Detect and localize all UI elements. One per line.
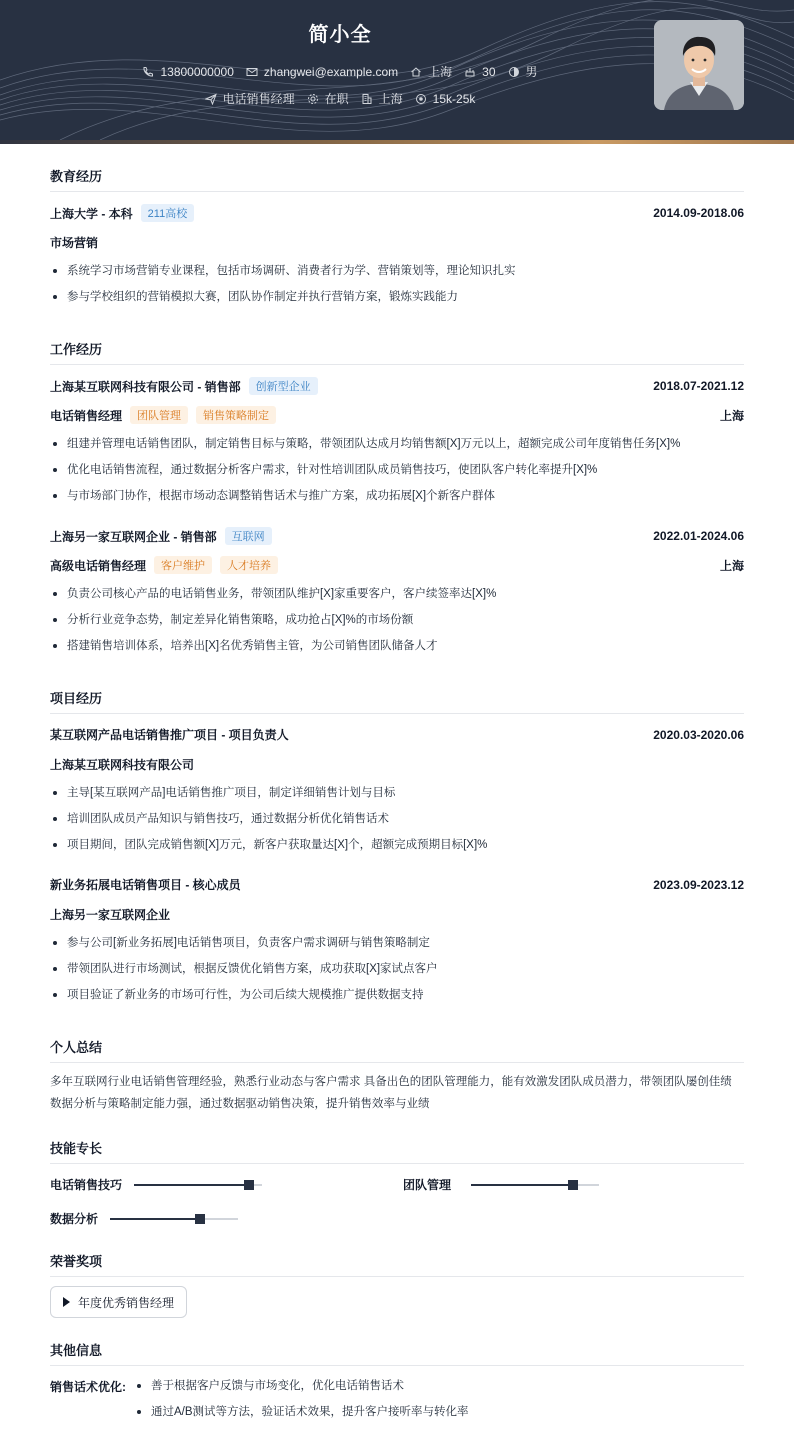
section-title-projects: 项目经历 — [50, 688, 744, 714]
role-tag: 团队管理 — [130, 406, 188, 424]
coin-icon — [415, 93, 427, 105]
list-item: 系统学习市场营销专业课程，包括市场调研、消费者行为学、营销策划等，理论知识扎实 — [50, 263, 744, 289]
age-text: 30 — [482, 64, 496, 79]
list-item: 参与公司[新业务拓展]电话销售项目，负责客户需求调研与销售策略制定 — [50, 935, 744, 961]
company-tag: 互联网 — [225, 527, 272, 545]
skill-name: 团队管理 — [403, 1178, 452, 1192]
list-item: 与市场部门协作，根据市场动态调整销售话术与推广方案，成功拓展[X]个新客户群体 — [50, 488, 744, 514]
list-item: 主导[某互联网产品]电话销售推广项目，制定详细销售计划与目标 — [50, 785, 744, 811]
award-name: 年度优秀销售经理 — [78, 1295, 175, 1310]
target-position-text: 电话销售经理 — [222, 92, 295, 106]
cake-icon — [464, 66, 476, 78]
skill-name: 电话销售技巧 — [50, 1178, 123, 1192]
education-header-row — [50, 204, 744, 222]
skill-level-knob — [195, 1214, 205, 1224]
company-name: 上海另一家互联网企业 - 销售部 — [50, 529, 217, 544]
city-text: 上海 — [428, 65, 453, 79]
gender-info — [508, 63, 538, 80]
skill-level-bar — [134, 1184, 262, 1186]
awards-section — [50, 1251, 744, 1321]
section-title-awards: 荣誉奖项 — [50, 1251, 744, 1277]
section-title-other: 其他信息 — [50, 1340, 744, 1366]
phone-icon — [142, 66, 154, 78]
mail-icon — [246, 66, 258, 78]
job-date: 2018.07-2021.12 — [653, 379, 744, 393]
list-item: 项目验证了新业务的市场可行性，为公司后续大规模推广提供数据支持 — [50, 987, 744, 1013]
section-title-education: 教育经历 — [50, 166, 744, 192]
summary-text: 多年互联网行业电话销售管理经验，熟悉行业动态与客户需求 具备出色的团队管理能力，能有效激发团队成员潜力，带领团队屡创佳绩 数据分析与策略制定能力强，通过数据驱动销售决策，提升销售效率与业绩 — [50, 1076, 732, 1110]
education-section — [50, 166, 744, 316]
role-tag: 销售策略制定 — [196, 406, 276, 424]
list-item: 培训团队成员产品知识与销售技巧，通过数据分析优化销售话术 — [50, 811, 744, 837]
other-section — [50, 1340, 744, 1430]
salary-text: 15k-25k — [432, 91, 476, 106]
section-title-work: 工作经历 — [50, 339, 744, 365]
project-org: 上海某互联网科技有限公司 — [50, 758, 195, 772]
list-item: 善于根据客户反馈与市场变化，优化电话销售话术 — [134, 1378, 744, 1404]
education-date: 2014.09-2018.06 — [653, 206, 744, 220]
gender-text: 男 — [525, 65, 538, 79]
company-tag: 创新型企业 — [249, 377, 318, 395]
job-header-row — [50, 527, 744, 545]
school-tag: 211高校 — [141, 204, 195, 222]
job-location: 上海 — [719, 408, 744, 423]
contact-row — [0, 63, 680, 80]
email-text: zhangwei@example.com — [263, 64, 399, 79]
job-date: 2022.01-2024.06 — [653, 529, 744, 543]
header-accent-bar — [0, 140, 794, 144]
project-name: 某互联网产品电话销售推广项目 - 项目负责人 — [50, 728, 289, 742]
target-position-info — [205, 90, 295, 107]
section-title-skills: 技能专长 — [50, 1138, 744, 1164]
job-role: 电话销售经理 — [50, 408, 123, 423]
job-intent-row — [0, 90, 680, 107]
skill-level-knob — [568, 1180, 578, 1190]
gear-icon — [307, 93, 319, 105]
project-date: 2023.09-2023.12 — [653, 877, 744, 892]
project-org-row — [50, 756, 744, 773]
age-info — [464, 65, 495, 79]
skill-level-fill — [134, 1184, 249, 1186]
candidate-name: 简小全 — [308, 24, 372, 46]
home-icon — [410, 66, 422, 78]
job-location: 上海 — [719, 558, 744, 573]
job-role-row — [50, 556, 744, 574]
role-tag: 客户维护 — [154, 556, 212, 574]
resume-header — [0, 0, 794, 140]
city-info — [410, 63, 452, 80]
profile-photo — [654, 20, 744, 110]
skill-name: 数据分析 — [50, 1212, 99, 1226]
phone-info — [142, 65, 233, 79]
job-bullets — [50, 436, 744, 514]
list-item: 带领团队进行市场测试，根据反馈优化销售方案，成功获取[X]家试点客户 — [50, 961, 744, 987]
salary-info — [415, 92, 476, 106]
skill-level-fill — [110, 1218, 200, 1220]
avatar — [654, 20, 744, 110]
skill-item — [50, 1210, 238, 1227]
skill-level-bar — [110, 1218, 238, 1220]
list-item: 通过A/B测试等方法，验证话术效果，提升客户接听率与转化率 — [134, 1404, 744, 1430]
list-item: 项目期间，团队完成销售额[X]万元，新客户获取量达[X]个，超额完成预期目标[X]% — [50, 837, 744, 863]
list-item: 负责公司核心产品的电话销售业务，带领团队维护[X]家重要客户，客户续签率达[X]% — [50, 586, 744, 612]
status-info — [307, 90, 349, 107]
list-item: 组建并管理电话销售团队，制定销售目标与策略，带领团队达成月均销售额[X]万元以上，超额完成公司年度销售任务[X]% — [50, 436, 744, 462]
project-bullets — [50, 785, 744, 863]
skill-level-fill — [471, 1184, 573, 1186]
project-bullets — [50, 935, 744, 1013]
skill-item — [403, 1176, 599, 1193]
project-org-row — [50, 906, 744, 923]
expand-triangle-icon — [63, 1297, 70, 1307]
email-info — [246, 65, 398, 79]
other-label: 销售话术优化: — [50, 1380, 126, 1394]
job-role: 高级电话销售经理 — [50, 558, 147, 573]
skills-section — [50, 1138, 744, 1233]
list-item: 参与学校组织的营销模拟大赛，团队协作制定并执行营销方案，锻炼实践能力 — [50, 289, 744, 315]
list-item: 分析行业竞争态势，制定差异化销售策略，成功抢占[X]%的市场份额 — [50, 612, 744, 638]
project-header-row — [50, 726, 744, 743]
send-icon — [205, 93, 217, 105]
project-header-row — [50, 876, 744, 893]
summary-section — [50, 1037, 744, 1117]
project-org: 上海另一家互联网企业 — [50, 908, 171, 922]
job-role-row — [50, 406, 744, 424]
award-item[interactable] — [50, 1286, 187, 1318]
status-text: 在职 — [324, 92, 349, 106]
gender-icon — [508, 66, 520, 78]
education-bullets — [50, 263, 744, 315]
project-section — [50, 688, 744, 1008]
skill-level-bar — [471, 1184, 599, 1186]
major-name: 市场营销 — [50, 236, 99, 250]
list-item: 搭建销售培训体系，培养出[X]名优秀销售主管，为公司销售团队储备人才 — [50, 638, 744, 664]
project-date: 2020.03-2020.06 — [653, 727, 744, 742]
school-name: 上海大学 - 本科 — [50, 206, 133, 221]
skill-level-knob — [244, 1180, 254, 1190]
list-item: 优化电话销售流程，通过数据分析客户需求，针对性培训团队成员销售技巧，使团队客户转化率提升[X]% — [50, 462, 744, 488]
major-row — [50, 234, 744, 251]
work-section — [50, 339, 744, 669]
role-tag: 人才培养 — [220, 556, 278, 574]
other-bullets — [134, 1378, 744, 1430]
company-name: 上海某互联网科技有限公司 - 销售部 — [50, 379, 241, 394]
job-bullets — [50, 586, 744, 664]
phone-text: 13800000000 — [160, 64, 234, 79]
target-city-info — [361, 90, 403, 107]
project-name: 新业务拓展电话销售项目 - 核心成员 — [50, 878, 241, 892]
section-title-summary: 个人总结 — [50, 1037, 744, 1063]
skill-item — [50, 1176, 262, 1193]
building-icon — [361, 93, 373, 105]
target-city-text: 上海 — [378, 92, 403, 106]
job-header-row — [50, 377, 744, 395]
